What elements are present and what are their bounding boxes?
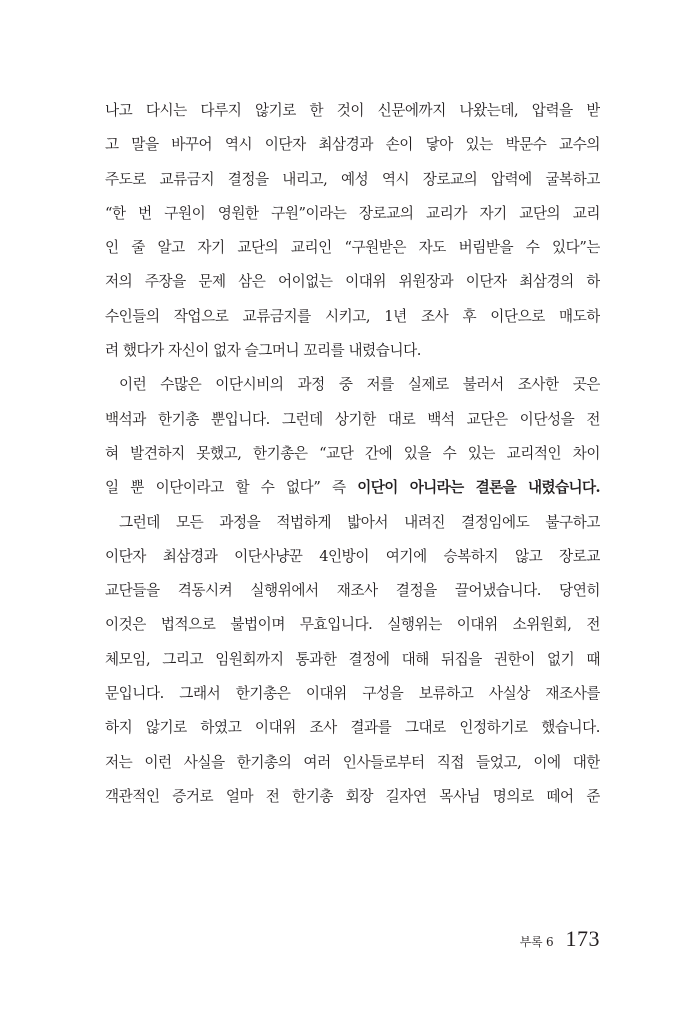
text-line: 이런 수많은 이단시비의 과정 중 저를 실제로 불러서 조사한 곳은 — [119, 376, 600, 394]
section-label: 부록 6 — [519, 935, 554, 949]
body-text — [105, 94, 600, 814]
text-line: 혀 발견하지 못했고, 한기총은 “교단 간에 있을 수 있는 교리적인 차이 — [105, 444, 600, 462]
text-line: 주도로 교류금지 결정을 내리고, 예성 역시 장로교의 압력에 굴복하고 — [105, 170, 600, 188]
text-line: 교단들을 격동시켜 실행위에서 재조사 결정을 끌어냈습니다. 당연히 — [105, 582, 600, 600]
text-line: 객관적인 증거로 얼마 전 한기총 회장 길자연 목사님 명의로 떼어 준 — [105, 787, 600, 805]
emphasized-conclusion: 이단이 아니라는 결론을 내렸습니다. — [357, 479, 600, 497]
text-line: 체모임, 그리고 임원회까지 통과한 결정에 대해 뒤집을 권한이 없기 때 — [105, 650, 600, 668]
page-footer — [520, 926, 600, 952]
text-line: 수인들의 작업으로 교류금지를 시키고, 1년 조사 후 이단으로 매도하 — [105, 307, 600, 325]
text-line: 하지 않기로 하였고 이대위 조사 결과를 그대로 인정하기로 했습니다. — [105, 719, 600, 737]
text-line: 이단자 최삼경과 이단사냥꾼 4인방이 여기에 승복하지 않고 장로교 — [105, 547, 600, 565]
text-line: 저의 주장을 문제 삼은 어이없는 이대위 위원장과 이단자 최삼경의 하 — [105, 273, 600, 291]
text-line — [105, 471, 600, 505]
text-line: 나고 다시는 다루지 않기로 한 것이 신문에까지 나왔는데, 압력을 받 — [105, 102, 600, 119]
text-line: 저는 이런 사실을 한기총의 여러 인사들로부터 직접 들었고, 이에 대한 — [105, 753, 600, 771]
text-line: 백석과 한기총 뿐입니다. 그런데 상기한 대로 백석 교단은 이단성을 전 — [105, 410, 600, 428]
text-line: 인 줄 알고 자기 교단의 교리인 “구원받은 자도 버림받을 수 있다”는 — [105, 239, 600, 257]
text-line: 이것은 법적으로 불법이며 무효입니다. 실행위는 이대위 소위원회, 전 — [105, 616, 600, 634]
page-number: 173 — [565, 926, 600, 951]
text-line: 그런데 모든 과정을 적법하게 밟아서 내려진 결정임에도 불구하고 — [119, 513, 600, 531]
text-line: 문입니다. 그래서 한기총은 이대위 구성을 보류하고 사실상 재조사를 — [105, 685, 600, 703]
text-line: 고 말을 바꾸어 역시 이단자 최삼경과 손이 닿아 있는 박문수 교수의 — [105, 136, 600, 154]
text-run: 일 뿐 이단이라고 할 수 없다” 즉 — [105, 479, 358, 497]
text-line: 려 했다가 자신이 없자 슬그머니 꼬리를 내렸습니다. — [105, 342, 421, 360]
text-line: “한 번 구원이 영원한 구원”이라는 장로교의 교리가 자기 교단의 교리 — [105, 204, 600, 222]
